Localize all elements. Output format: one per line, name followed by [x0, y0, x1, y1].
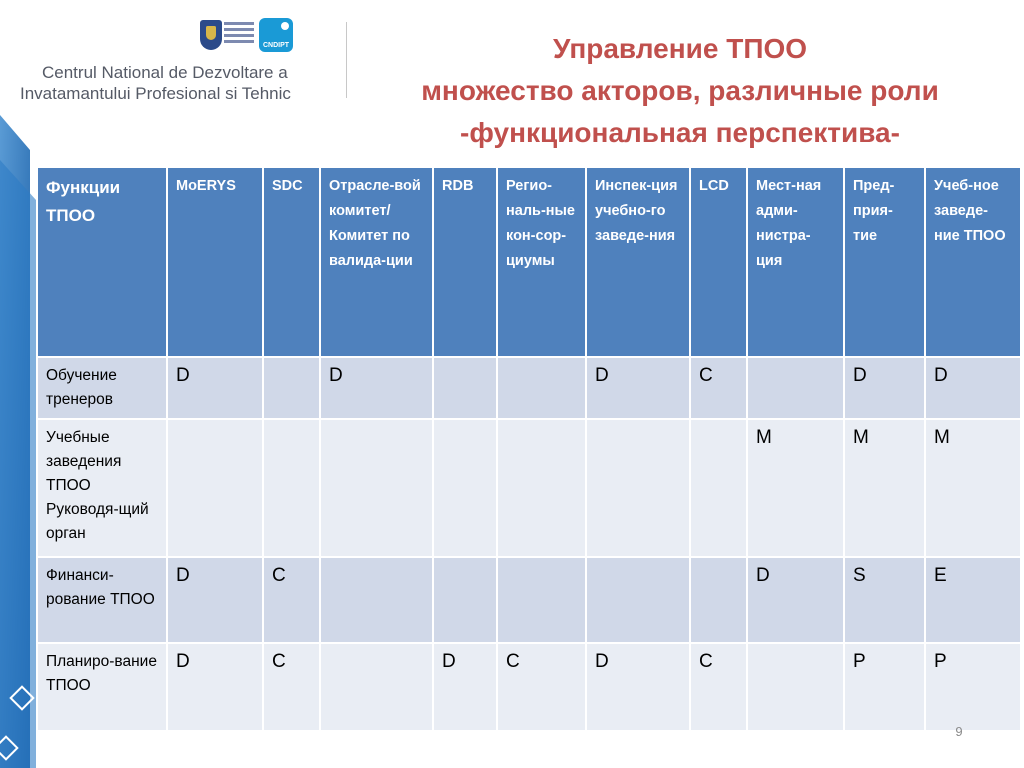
- table-cell: P: [925, 643, 1021, 731]
- column-header: Регио-наль-ные кон-сор-циумы: [497, 167, 586, 357]
- table-cell: C: [263, 557, 320, 643]
- table-cell: [167, 419, 263, 557]
- table-cell: D: [586, 357, 690, 419]
- table-cell: [320, 643, 433, 731]
- table-cell: [320, 557, 433, 643]
- slide-title-line2: множество акторов, различные роли: [421, 75, 939, 106]
- organization-name-line2: Invatamantului Profesional si Tehnic: [20, 84, 291, 103]
- table-cell: M: [844, 419, 925, 557]
- cndipt-logo-label: CNDIPT: [262, 42, 290, 49]
- table-cell: [433, 557, 497, 643]
- table-cell: M: [925, 419, 1021, 557]
- table-cell: M: [747, 419, 844, 557]
- table-row: [37, 419, 1021, 557]
- table-cell: S: [844, 557, 925, 643]
- table-row: [37, 643, 1021, 731]
- column-header: Отрасле-вой комитет/ Комитет по валида-ции: [320, 167, 433, 357]
- table-cell: [747, 357, 844, 419]
- table-cell: D: [433, 643, 497, 731]
- column-header: MoERYS: [167, 167, 263, 357]
- column-header: Учеб-ное заведе-ние ТПОО: [925, 167, 1021, 357]
- column-header: Инспек-ция учебно-го заведе-ния: [586, 167, 690, 357]
- table-cell: C: [690, 643, 747, 731]
- slide-title-line3: -функциональная перспектива-: [460, 117, 900, 148]
- table-cell: D: [844, 357, 925, 419]
- row-label: Обучение тренеров: [37, 357, 167, 419]
- table-cell: D: [586, 643, 690, 731]
- slide-title-line1: Управление ТПОО: [552, 33, 808, 64]
- column-header: SDC: [263, 167, 320, 357]
- cndipt-logo: [259, 18, 293, 52]
- organization-name: [20, 62, 340, 104]
- cndipt-logo-dot-icon: [281, 22, 289, 30]
- column-header: RDB: [433, 167, 497, 357]
- row-label: Финанси-рование ТПОО: [37, 557, 167, 643]
- table-cell: D: [320, 357, 433, 419]
- column-header: Функции ТПОО: [37, 167, 167, 357]
- slide-title: [360, 28, 1000, 154]
- column-header: LCD: [690, 167, 747, 357]
- table-cell: [263, 357, 320, 419]
- row-label: Планиро-вание ТПОО: [37, 643, 167, 731]
- table-cell: P: [844, 643, 925, 731]
- table-cell: D: [167, 643, 263, 731]
- table-cell: [497, 419, 586, 557]
- table-row: [37, 557, 1021, 643]
- table-cell: [586, 557, 690, 643]
- table-cell: C: [497, 643, 586, 731]
- table-cell: C: [690, 357, 747, 419]
- table-cell: D: [747, 557, 844, 643]
- table-header-row: [37, 167, 1021, 357]
- table-cell: D: [167, 557, 263, 643]
- table-cell: D: [925, 357, 1021, 419]
- table-cell: [690, 557, 747, 643]
- table-cell: E: [925, 557, 1021, 643]
- slide-header: [0, 0, 1024, 160]
- column-header: Пред-прия-тие: [844, 167, 925, 357]
- column-header: Мест-ная адми-нистра-ция: [747, 167, 844, 357]
- table-cell: D: [167, 357, 263, 419]
- row-label: Учебные заведения ТПОО Руководя-щий орган: [37, 419, 167, 557]
- table-cell: [320, 419, 433, 557]
- ministry-crest-icon: [200, 20, 222, 50]
- table-cell: [263, 419, 320, 557]
- header-divider: [346, 22, 347, 98]
- table-cell: [586, 419, 690, 557]
- table-cell: [690, 419, 747, 557]
- roles-table: [36, 166, 1022, 732]
- ministry-logo-text: [224, 22, 254, 46]
- table-cell: [433, 357, 497, 419]
- table-cell: [497, 357, 586, 419]
- table-cell: [433, 419, 497, 557]
- logo-area: [196, 18, 296, 58]
- page-number: 9: [955, 724, 963, 739]
- table-cell: [747, 643, 844, 731]
- table-cell: [497, 557, 586, 643]
- table-cell: C: [263, 643, 320, 731]
- table-row: [37, 357, 1021, 419]
- organization-name-line1: Centrul National de Dezvoltare a: [42, 63, 288, 82]
